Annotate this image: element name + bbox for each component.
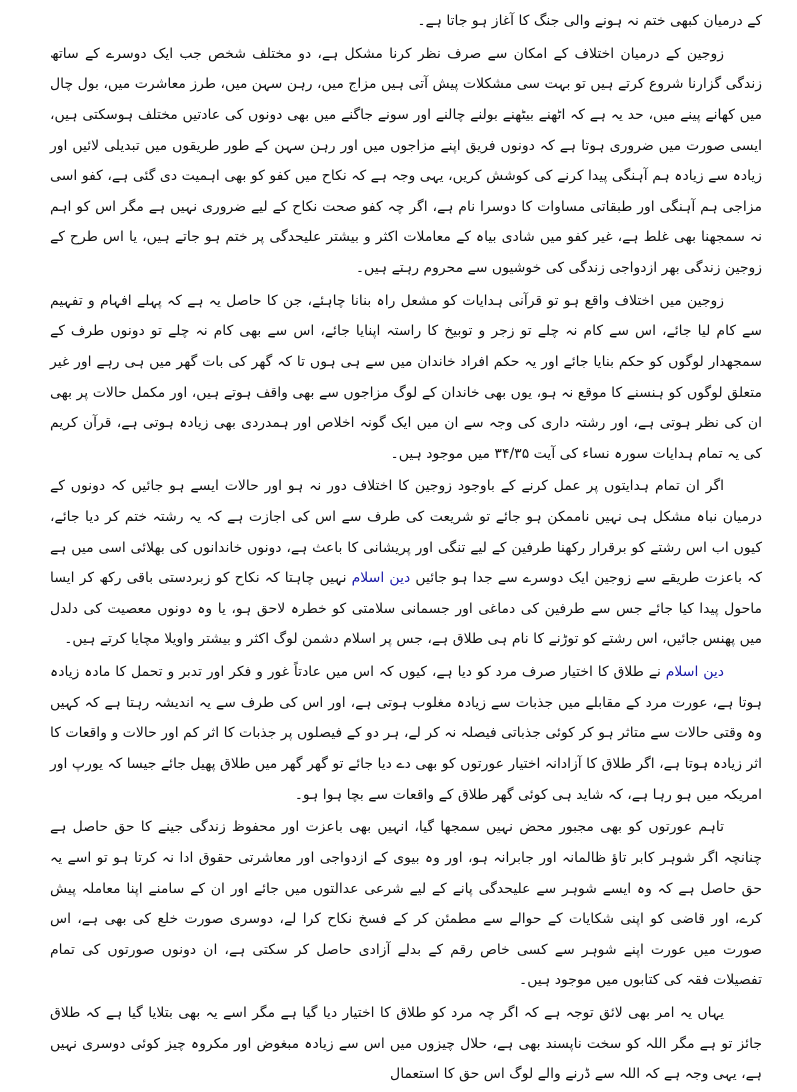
paragraph-3 xyxy=(50,471,762,655)
paragraph-5 xyxy=(50,812,762,996)
paragraph-text: نہیں چاہتا کہ نکاح کو زبردستی باقی رکھ کر ایسا ماحول پیدا کیا جائے جس سے طرفین کی دماغی اور جسمانی سلامتی کو خطرہ لاحق ہو، یا وہ دونوں معصیت کی دلدل میں پھنس جائیں، اس رشتے کو توڑنے کا نام ہی طلاق ہے، جس پر اسلام دشمن لوگ اکثر و بیشتر واویلا مچایا کرتے ہیں۔ xyxy=(50,570,762,648)
deen-islam-link[interactable]: دین اسلام xyxy=(665,664,725,681)
paragraph-1 xyxy=(50,39,762,284)
paragraph-text: زوجین کے درمیان اختلاف کے امکان سے صرف نظر کرنا مشکل ہے، دو مختلف شخص جب ایک دوسرے کے ساتھ زندگی گزارنا شروع کرتے ہیں تو بہت سی مشکلات پیش آتی ہیں مزاج میں، رہن سہن میں، طرز معاشرت میں، بول چال میں کھانے پینے میں، حد یہ ہے کہ اٹھنے بیٹھنے بولنے چالنے اور سونے جاگنے میں بھی دونوں کی عادتیں مختلف ہوسکتی ہیں، ایسی صورت میں ضروری ہوتا ہے کہ دونوں فریق اپنے مزاجوں میں اور رہن سہن کے طور طریقوں میں تبدیلی لائیں اور زیادہ سے زیادہ ہم آہنگی پیدا کرنے کی کوشش کریں، یہی وجہ ہے کہ نکاح میں کفو کو بھی اہمیت دی گئی ہے، کفو اسی مزاجی ہم آہنگی اور طبقاتی مساوات کا دوسرا نام ہے، اگر چہ کفو صحت نکاح کے لیے ضروری نہیں ہے مگر اس کو اہم نہ سمجھنا بھی غلط ہے، غیر کفو میں شادی بیاہ کے معاملات اکثر و بیشتر علیحدگی پر ختم ہو جاتے ہیں، یا اس طرح کے زوجین زندگی بھر ازدواجی زندگی کی خوشیوں سے محروم رہتے ہیں۔ xyxy=(50,45,762,276)
paragraph-0 xyxy=(50,6,762,37)
paragraph-text: تاہم عورتوں کو بھی مجبور محض نہیں سمجھا گیا، انہیں بھی باعزت اور محفوظ زندگی جینے کا حق حاصل ہے چنانچہ اگر شوہر کابر تاؤ ظالمانہ اور جابرانہ ہو، اور وہ بیوی کے ازدواجی اور معاشرتی حقوق ادا نہ کرتا ہو تو اسے یہ حق حاصل ہے کہ وہ ایسے شوہر سے علیحدگی پانے کے لیے شرعی عدالتوں میں جائے اور ان کے سامنے اپنا معاملہ پیش کرے، اور قاضی کو اپنی شکایات کے حوالے سے مطمئن کر کے فسخ نکاح کرا لے، دوسری صورت خلع کی بھی ہے، اس صورت میں عورت اپنے شوہر سے کسی خاص رقم کے بدلے آزادی حاصل کر سکتی ہے، ان دونوں صورتوں کی تمام تفصیلات فقہ کی کتابوں میں موجود ہیں۔ xyxy=(50,819,762,989)
paragraph-text: اگر ان تمام ہدایتوں پر عمل کرنے کے باوجود زوجین کا اختلاف دور نہ ہو اور حالات ایسے ہو جائیں کہ دونوں کے درمیان نباہ مشکل ہی نہیں ناممکن ہو جائے تو شریعت کی طرف سے اس کی اجازت ہے کہ یہ رشتہ ختم کر دیا جائے، کیوں اب اس رشتے کو برقرار رکھنا طرفین کے لیے تنگی اور پریشانی کا باعث ہے، دونوں خاندانوں کی بھلائی اسی میں ہے کہ باعزت طریقے سے زوجین ایک دوسرے سے جدا ہو جائیں xyxy=(50,478,762,587)
paragraph-2 xyxy=(50,286,762,470)
document-page xyxy=(50,6,762,1092)
paragraph-text: نے طلاق کا اختیار صرف مرد کو دیا ہے، کیوں کہ اس میں عادتاً غور و فکر اور تدبر و تحمل کا مادہ زیادہ ہوتا ہے، عورت مرد کے مقابلے میں جذبات سے زیادہ مغلوب ہوتی ہے، اور اس کی طرف سے یہ اندیشہ رہتا ہے کہ کہیں وہ وقتی حالات سے متاثر ہو کر کوئی جذباتی فیصلہ نہ کر لے، ہر دو کے فیصلوں پر جذبات کا اثر کم اور حالات و واقعات کا اثر زیادہ ہوتا ہے، اگر طلاق کا آزادانہ اختیار عورتوں کو بھی دے دیا جائے تو گھر گھر میں طلاق پھیل جائے جیسا کہ یورپ اور امریکہ میں ہو رہا ہے، کہ شاید ہی کوئی گھر طلاق کے واقعات سے بچا ہوا ہو۔ xyxy=(50,664,762,803)
paragraph-text: کے درمیان کبھی ختم نہ ہونے والی جنگ کا آغاز ہو جاتا ہے۔ xyxy=(417,13,762,29)
paragraph-6 xyxy=(50,998,762,1090)
paragraph-text: زوجین میں اختلاف واقع ہو تو قرآنی ہدایات کو مشعل راہ بنانا چاہئے، جن کا حاصل یہ ہے کہ پہلے افہام و تفہیم سے کام لیا جائے، اس سے کام نہ چلے تو زجر و توبیخ کا راستہ اپنایا جائے، اس سے بھی کام نہ چلے تو دونوں طرف کے سمجھدار لوگوں کو حکم بنایا جائے اور یہ حکم افراد خاندان میں سے ہی ہوں تا کہ گھر کی بات گھر میں ہی رہے اور غیر متعلق لوگوں کو ہنسنے کا موقع نہ ہو، یوں بھی خاندان کے لوگ مزاجوں سے بھی واقف ہوتے ہیں، اور مکمل حالات پر بھی ان کی نظر ہوتی ہے، اور رشتہ داری کی وجہ سے ان میں ایک گونہ اخلاص اور ہمدردی بھی زیادہ ہوتی ہے، قرآن کریم کی یہ تمام ہدایات سورہ نساء کی آیت ۳۴/۳۵ میں موجود ہیں۔ xyxy=(50,292,762,462)
paragraph-text: یہاں یہ امر بھی لائق توجہ ہے کہ اگر چہ مرد کو طلاق کا اختیار دیا گیا ہے مگر اسے یہ بھی بتلایا گیا ہے کہ طلاق جائز تو ہے مگر اللہ کو سخت ناپسند بھی ہے، حلال چیزوں میں اس سے زیادہ مبغوض اور مکروہ چیز کوئی دوسری نہیں ہے، یہی وجہ ہے کہ اللہ سے ڈرنے والے لوگ اس حق کا استعمال xyxy=(50,1005,762,1083)
paragraph-4 xyxy=(50,657,762,810)
deen-islam-link[interactable]: دین اسلام xyxy=(351,570,411,587)
